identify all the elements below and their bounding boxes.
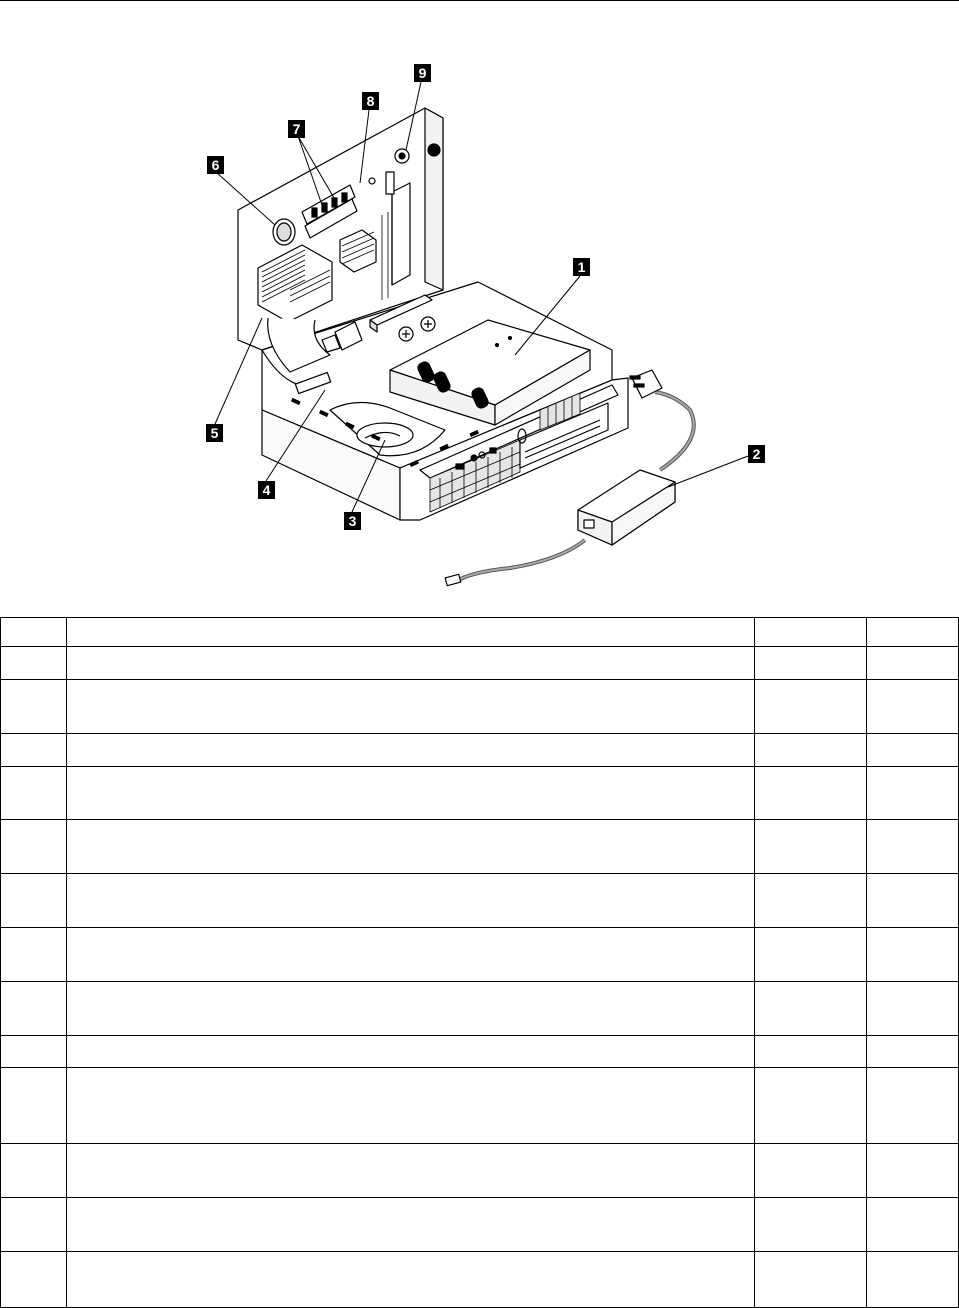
table-cell xyxy=(1,680,67,734)
table-cell xyxy=(755,680,867,734)
table-cell xyxy=(67,647,755,680)
table-cell xyxy=(867,647,959,680)
table-cell xyxy=(867,1068,959,1144)
table-row xyxy=(1,647,959,680)
table-row xyxy=(1,874,959,928)
figure-drawing xyxy=(0,0,959,605)
table-cell xyxy=(1,928,67,982)
computer-internal-components-figure xyxy=(0,0,959,605)
table-cell xyxy=(755,647,867,680)
table-cell xyxy=(755,1068,867,1144)
header-description-cell xyxy=(67,618,755,647)
table-cell xyxy=(755,1252,867,1308)
table-cell xyxy=(755,982,867,1036)
table-cell xyxy=(867,767,959,820)
callout-label: 7 xyxy=(292,121,301,137)
table-cell xyxy=(755,1036,867,1068)
header-index-cell xyxy=(1,618,67,647)
table-cell xyxy=(867,734,959,767)
table-cell xyxy=(755,734,867,767)
callout-3 xyxy=(344,512,361,530)
table-header-row xyxy=(1,618,959,647)
callout-label: 5 xyxy=(210,425,219,441)
callout-label: 8 xyxy=(366,93,375,109)
callout-6 xyxy=(207,156,224,174)
table-row xyxy=(1,680,959,734)
callout-label: 4 xyxy=(262,482,271,498)
table-cell xyxy=(867,1036,959,1068)
callout-9 xyxy=(414,64,431,82)
callout-8 xyxy=(362,92,379,110)
table-cell xyxy=(67,734,755,767)
table-row xyxy=(1,734,959,767)
table-cell xyxy=(1,734,67,767)
table-cell xyxy=(1,820,67,874)
table-cell xyxy=(1,1198,67,1252)
table-cell xyxy=(867,1198,959,1252)
table-cell xyxy=(867,982,959,1036)
table-cell xyxy=(867,1144,959,1198)
table-cell xyxy=(1,767,67,820)
callout-1 xyxy=(573,258,590,276)
table-row xyxy=(1,820,959,874)
table-cell xyxy=(755,767,867,820)
callout-7 xyxy=(288,120,305,138)
table-cell xyxy=(67,1036,755,1068)
table-cell xyxy=(867,874,959,928)
table-row xyxy=(1,1036,959,1068)
table-cell xyxy=(755,928,867,982)
header-fru-cell xyxy=(755,618,867,647)
table-cell xyxy=(1,1252,67,1308)
table-row xyxy=(1,982,959,1036)
table-cell xyxy=(867,1252,959,1308)
table-cell xyxy=(67,1068,755,1144)
callout-label: 2 xyxy=(752,446,761,462)
table-cell xyxy=(67,1144,755,1198)
callout-label: 6 xyxy=(211,157,220,173)
table-cell xyxy=(755,874,867,928)
table-cell xyxy=(1,647,67,680)
callout-label: 3 xyxy=(348,513,357,529)
table-cell xyxy=(67,680,755,734)
table-cell xyxy=(67,1252,755,1308)
table-cell xyxy=(67,982,755,1036)
callout-4 xyxy=(258,481,275,499)
table-row xyxy=(1,1252,959,1308)
table-cell xyxy=(867,820,959,874)
table-cell xyxy=(1,1036,67,1068)
table-cell xyxy=(67,1198,755,1252)
table-cell xyxy=(67,874,755,928)
table-cell xyxy=(1,1144,67,1198)
table-row xyxy=(1,1144,959,1198)
table-row xyxy=(1,767,959,820)
header-crr-cell xyxy=(867,618,959,647)
table-row xyxy=(1,928,959,982)
callout-label: 9 xyxy=(418,65,427,81)
parts-table xyxy=(0,617,959,1308)
table-cell xyxy=(67,820,755,874)
table-cell xyxy=(867,928,959,982)
table-cell xyxy=(1,982,67,1036)
callout-label: 1 xyxy=(577,259,586,275)
table-cell xyxy=(755,820,867,874)
callout-5 xyxy=(206,424,223,442)
table-cell xyxy=(755,1144,867,1198)
table-cell xyxy=(755,1198,867,1252)
table-cell xyxy=(1,874,67,928)
table-cell xyxy=(867,680,959,734)
table-row xyxy=(1,1198,959,1252)
table-cell xyxy=(67,928,755,982)
table-cell xyxy=(67,767,755,820)
table-row xyxy=(1,1068,959,1144)
table-cell xyxy=(1,1068,67,1144)
callout-2 xyxy=(748,445,765,463)
